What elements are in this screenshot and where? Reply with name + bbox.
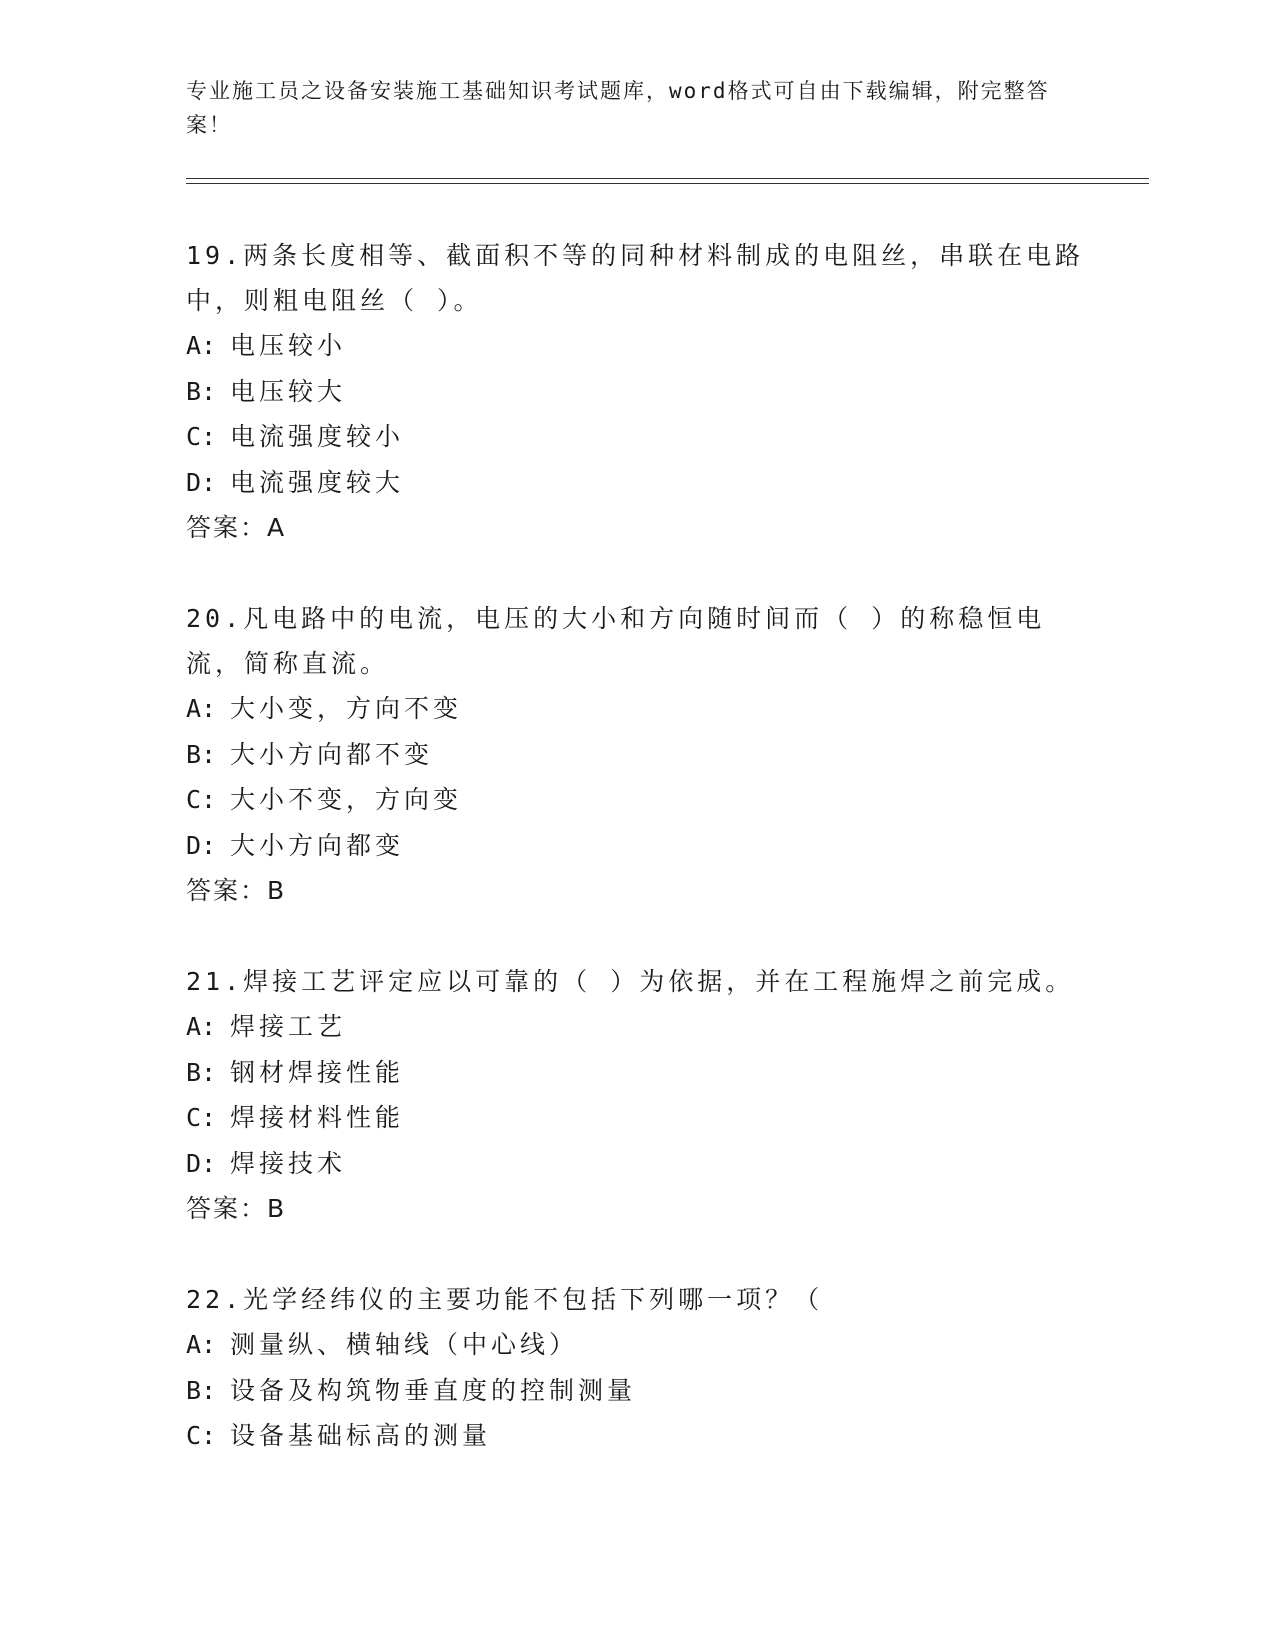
question-20 — [186, 596, 1086, 913]
header-divider-bottom — [186, 183, 1149, 184]
option-text: 大小不变，方向变 — [230, 785, 463, 814]
option-text: 测量纵、横轴线（中心线） — [230, 1330, 579, 1359]
question-21 — [186, 959, 1086, 1231]
document-header: 专业施工员之设备安装施工基础知识考试题库，word格式可自由下载编辑，附完整答案！ — [186, 79, 1050, 137]
option-key: A: — [186, 1012, 217, 1041]
option-key: A: — [186, 1330, 217, 1359]
option-text: 设备基础标高的测量 — [230, 1421, 492, 1450]
option-key: D: — [186, 467, 217, 497]
option-text: 钢材焊接性能 — [230, 1057, 405, 1087]
option-key: C: — [186, 1103, 217, 1132]
option-key: A: — [186, 331, 217, 360]
question-list — [186, 233, 1086, 1505]
option-b — [186, 732, 1086, 778]
option-c — [186, 777, 1086, 823]
option-b — [186, 1368, 1086, 1414]
option-text: 设备及构筑物垂直度的控制测量 — [230, 1375, 637, 1405]
option-c — [186, 1095, 1086, 1141]
answer-line: 答案：B — [186, 876, 287, 905]
option-text: 电压较大 — [230, 376, 347, 406]
option-key: B: — [186, 376, 217, 406]
option-key: C: — [186, 422, 217, 451]
question-stem: 21.焊接工艺评定应以可靠的（ ）为依据，并在工程施焊之前完成。 — [186, 967, 1075, 996]
option-key: B: — [186, 739, 217, 769]
option-text: 大小变，方向不变 — [230, 694, 463, 723]
option-key: A: — [186, 694, 217, 723]
question-stem: 22.光学经纬仪的主要功能不包括下列哪一项？（ — [186, 1285, 824, 1314]
option-text: 焊接技术 — [230, 1148, 347, 1178]
option-c — [186, 414, 1086, 460]
option-key: D: — [186, 830, 217, 860]
option-a — [186, 1322, 1086, 1368]
option-text: 电流强度较小 — [230, 422, 405, 451]
option-key: B: — [186, 1057, 217, 1087]
option-text: 焊接材料性能 — [230, 1103, 405, 1132]
option-c — [186, 1413, 1086, 1459]
option-d — [186, 1141, 1086, 1187]
option-key: B: — [186, 1375, 217, 1405]
option-key: C: — [186, 785, 217, 814]
answer-line: 答案：A — [186, 513, 287, 542]
option-text: 电流强度较大 — [230, 467, 405, 497]
option-key: D: — [186, 1148, 217, 1178]
option-text: 大小方向都不变 — [230, 739, 434, 769]
answer-line: 答案：B — [186, 1194, 287, 1223]
header-divider-top — [186, 178, 1149, 179]
option-a — [186, 1004, 1086, 1050]
question-19 — [186, 233, 1086, 550]
option-text: 焊接工艺 — [230, 1012, 347, 1041]
question-22 — [186, 1277, 1086, 1459]
option-text: 电压较小 — [230, 331, 347, 360]
option-d — [186, 460, 1086, 506]
option-b — [186, 369, 1086, 415]
option-b — [186, 1050, 1086, 1096]
option-d — [186, 823, 1086, 869]
option-key: C: — [186, 1421, 217, 1450]
option-a — [186, 686, 1086, 732]
option-a — [186, 323, 1086, 369]
question-stem: 20.凡电路中的电流，电压的大小和方向随时间而（ ）的称稳恒电流，简称直流。 — [186, 604, 1046, 678]
option-text: 大小方向都变 — [230, 830, 405, 860]
question-stem: 19.两条长度相等、截面积不等的同种材料制成的电阻丝，串联在电路中，则粗电阻丝（ ）。 — [186, 241, 1085, 315]
